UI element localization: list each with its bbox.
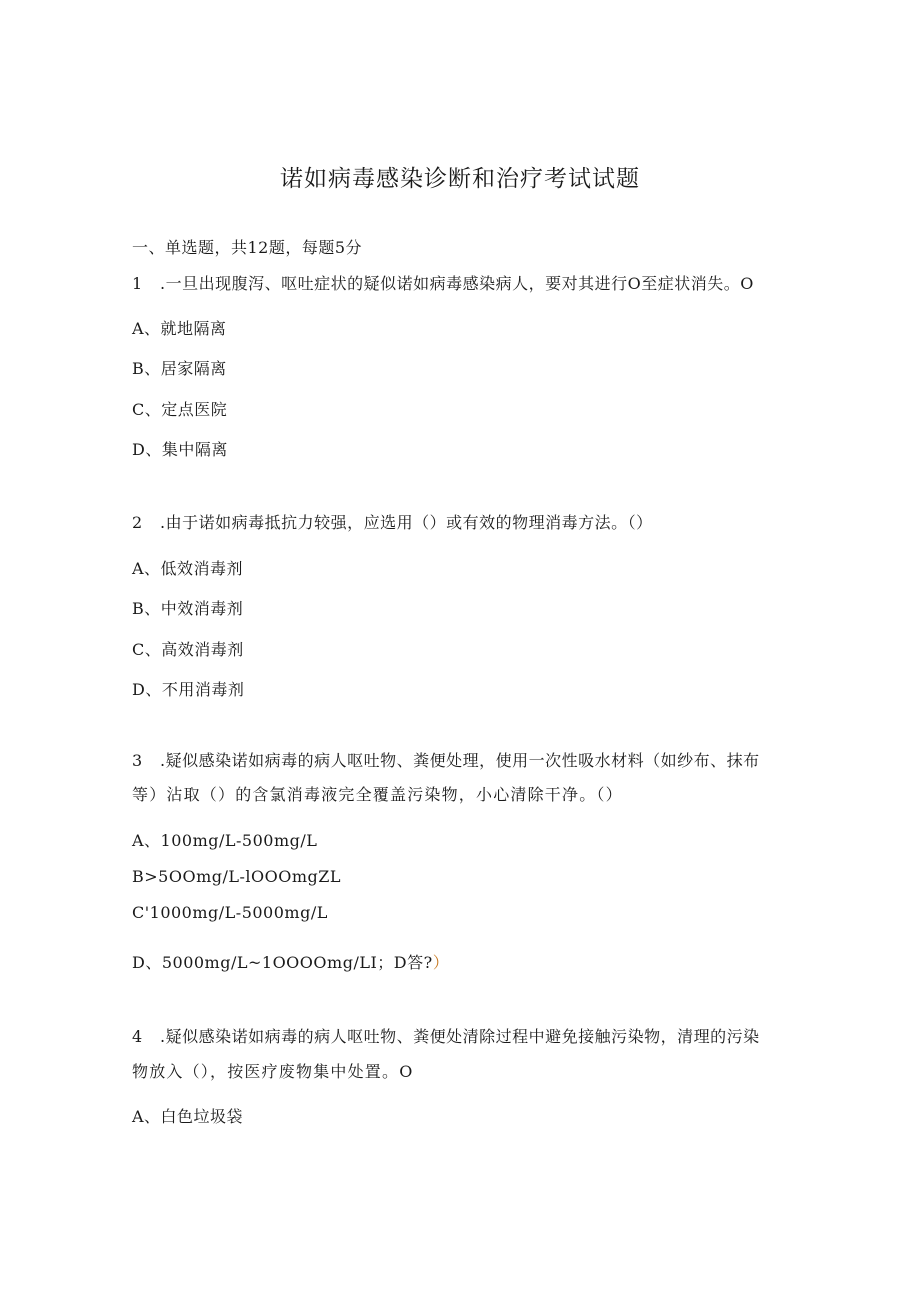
question-text-line-1: .疑似感染诺如病毒的病人呕吐物、粪便处清除过程中避免接触污染物，清理的污染 <box>160 1027 760 1046</box>
question-4-continuation: 物放入（），按医疗废物集中处置。O <box>132 1062 414 1081</box>
page-title: 诺如病毒感染诊断和治疗考试试题 <box>280 166 640 192</box>
option-b: B>5OOmg∕L-lOOOmgZL <box>132 867 342 886</box>
option-b: B、中效消毒剂 <box>132 599 244 618</box>
section-heading: 一、单选题，共12题，每题5分 <box>132 238 363 257</box>
option-a: A、100mg∕L-500mg∕L <box>132 831 318 850</box>
question-text-line-1: .疑似感染诺如病毒的病人呕吐物、粪便处理，使用一次性吸水材料（如纱布、抹布 <box>160 751 760 770</box>
question-number: 2 <box>132 513 143 532</box>
option-a: A、就地隔离 <box>132 319 227 338</box>
option-b: B、居家隔离 <box>132 359 227 378</box>
question-4 <box>132 1024 760 1047</box>
option-a: A、低效消毒剂 <box>132 559 244 578</box>
option-d-text: D、5000mg∕L~1OOOOmg/LI；D答? <box>132 953 433 972</box>
question-2 <box>132 510 653 533</box>
option-c: C、高效消毒剂 <box>132 640 244 659</box>
option-a: A、白色垃圾袋 <box>132 1107 244 1126</box>
question-number: 1 <box>132 274 143 293</box>
question-text: .一旦出现腹泻、呕吐症状的疑似诺如病毒感染病人，要对其进行O至症状消失。O <box>160 274 754 293</box>
option-d <box>132 950 449 973</box>
option-c: C'1000mg∕L-5000mg∕L <box>132 903 328 922</box>
question-number: 4 <box>132 1027 143 1046</box>
question-number: 3 <box>132 751 143 770</box>
question-3 <box>132 748 760 771</box>
option-d-tail: ） <box>432 953 450 972</box>
question-1 <box>132 271 754 294</box>
option-d: D、集中隔离 <box>132 440 228 459</box>
question-text: .由于诺如病毒抵抗力较强，应选用（）或有效的物理消毒方法。（） <box>160 513 653 532</box>
option-c: C、定点医院 <box>132 400 228 419</box>
option-d: D、不用消毒剂 <box>132 680 245 699</box>
question-3-continuation: 等）沾取（）的含氯消毒液完全覆盖污染物，小心清除干净。（） <box>132 785 623 804</box>
